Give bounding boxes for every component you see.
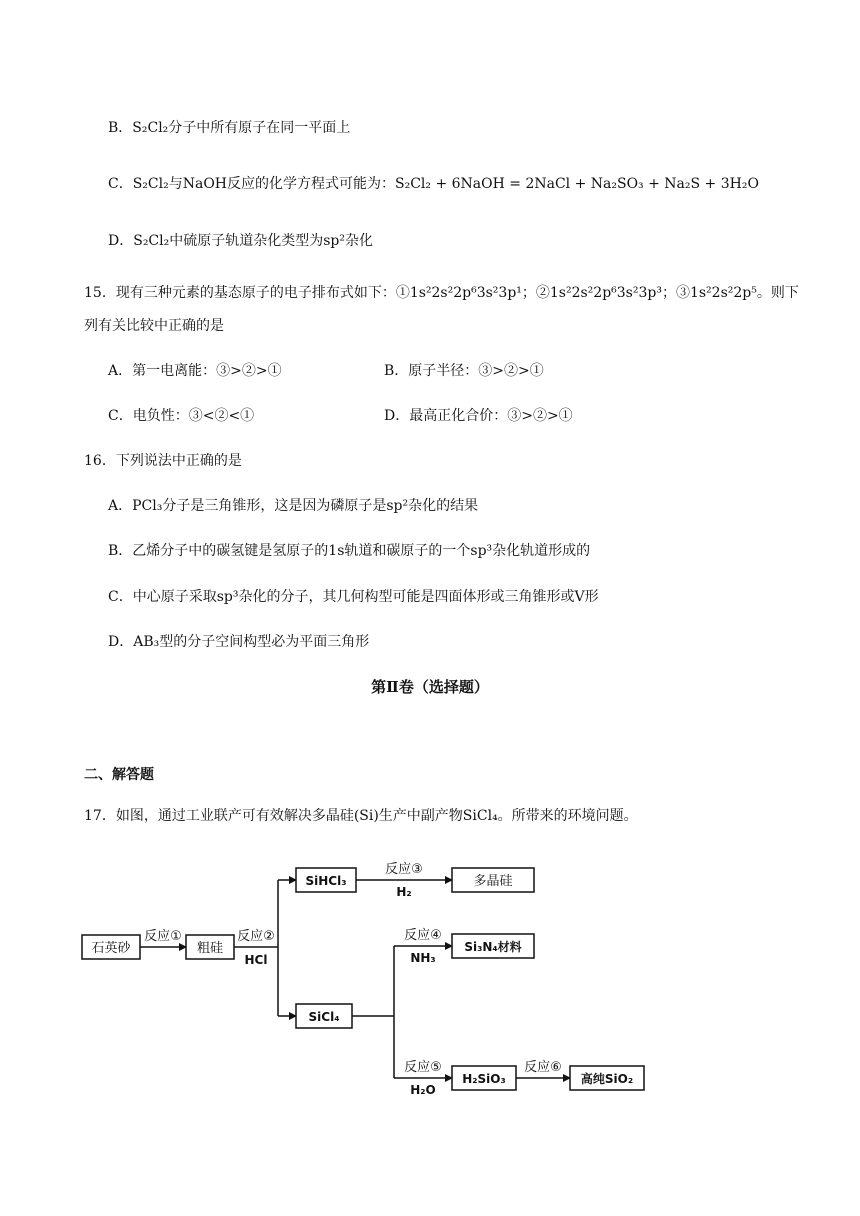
q15-stem-line2: 列有关比较中正确的是 <box>84 318 224 334</box>
box-h2sio3-label: H₂SiO₃ <box>462 1072 506 1086</box>
box-si3n4-label: Si₃N₄材料 <box>464 940 522 954</box>
arrow-r2-reagent: HCl <box>244 953 268 967</box>
q15-option-a: A．第一电离能：③>②>① <box>108 363 282 379</box>
q14-option-c-equation: S₂Cl₂ + 6NaOH = 2NaCl + Na₂SO₃ + Na₂S + 3H₂O <box>395 176 759 192</box>
q15-option-b: B．原子半径：③>②>① <box>384 363 544 379</box>
arrow-r4-reagent: NH₃ <box>410 951 436 965</box>
q16-option-c: C．中心原子采取sp³杂化的分子，其几何构型可能是四面体形或三角锥形或V形 <box>108 589 599 605</box>
q14-option-b: B．S₂Cl₂分子中所有原子在同一平面上 <box>108 120 351 136</box>
arrow-r1-label: 反应① <box>144 929 182 944</box>
flowchart <box>0 840 860 1110</box>
box-quartz-label: 石英砂 <box>91 941 131 956</box>
q16-stem: 16．下列说法中正确的是 <box>84 453 242 469</box>
q15-option-d: D．最高正化合价：③>②>① <box>384 408 573 424</box>
q16-option-a: A．PCl₃分子是三角锥形，这是因为磷原子是sp²杂化的结果 <box>108 498 479 514</box>
q16-option-b: B．乙烯分子中的碳氢键是氢原子的1s轨道和碳原子的一个sp³杂化轨道形成的 <box>108 543 591 559</box>
arrow-r5-label: 反应⑤ <box>404 1060 442 1075</box>
box-sio2-label: 高纯SiO₂ <box>580 1072 634 1086</box>
q15-stem-line1: 15．现有三种元素的基态原子的电子排布式如下：①1s²2s²2p⁶3s²3p¹；②1s²2s²2p⁶3s²3p³；③1s²2s²2p⁵。则下 <box>84 285 799 301</box>
arrow-r2-label: 反应② <box>237 929 275 944</box>
box-sicl4-label: SiCl₄ <box>308 1010 340 1024</box>
arrow-r6-label: 反应⑥ <box>524 1060 562 1075</box>
arrow-r3-label: 反应③ <box>385 862 423 877</box>
q17-stem: 17．如图，通过工业联产可有效解决多晶硅(Si)生产中副产物SiCl₄。所带来的环境问题。 <box>84 808 638 824</box>
q16-option-d: D．AB₃型的分子空间构型必为平面三角形 <box>108 634 370 650</box>
q15-option-c: C．电负性：③<②<① <box>108 408 255 424</box>
box-sihcl3-label: SiHCl₃ <box>305 874 347 888</box>
q14-option-c <box>108 174 759 194</box>
part2-title: 第Ⅱ卷（选择题） <box>371 678 489 696</box>
arrow-r4-label: 反应④ <box>404 928 442 943</box>
box-poly-si-label: 多晶硅 <box>473 874 513 889</box>
section-heading: 二、解答题 <box>84 767 154 783</box>
arrow-r5-reagent: H₂O <box>410 1083 436 1097</box>
arrow-r3-reagent: H₂ <box>396 885 412 899</box>
q14-option-d: D．S₂Cl₂中硫原子轨道杂化类型为sp²杂化 <box>108 233 373 249</box>
box-crude-si-label: 粗硅 <box>196 941 224 956</box>
q14-option-c-text: C．S₂Cl₂与NaOH反应的化学方程式可能为： <box>108 176 395 192</box>
